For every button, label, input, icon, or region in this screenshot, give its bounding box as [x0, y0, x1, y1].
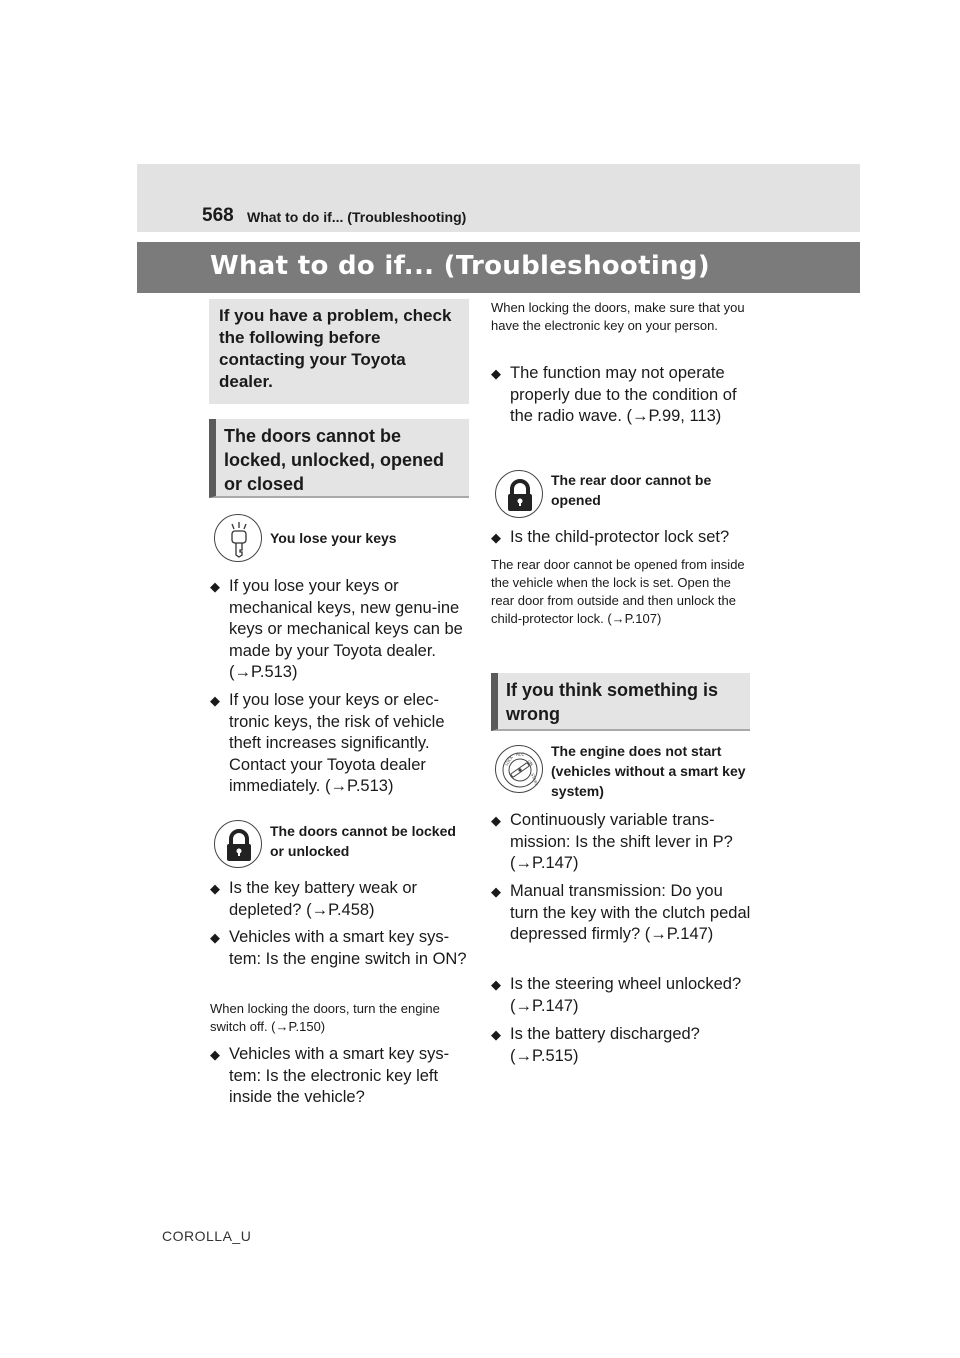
running-title: What to do if... (Troubleshooting) — [247, 209, 467, 225]
padlock-icon — [214, 820, 262, 868]
note-text: When locking the doors, make sure that you have the electronic key on your person. — [491, 300, 745, 333]
list-item: ◆ Is the steering wheel unlocked? (→P.147) — [491, 974, 751, 1017]
intro-box: If you have a problem, check the following before contacting your Toyota dealer. — [209, 299, 469, 404]
list-item: ◆ The function may not operate properly due to the condition of the radio wave. (→P.99, 113) — [491, 363, 751, 428]
sub-heading-lock-unlock — [214, 820, 469, 872]
section-heading-wrong: If you think something is wrong — [491, 673, 750, 731]
key-icon — [214, 514, 262, 562]
header-band — [137, 164, 860, 232]
title-bar — [137, 242, 860, 293]
footer-code: COROLLA_U — [162, 1228, 252, 1244]
sub-heading-engine — [495, 745, 750, 805]
list-item: ◆ Continuously variable trans-mission: Is the shift lever in P? (→P.147) — [491, 810, 751, 875]
list-item: ◆ If you lose your keys or elec-tronic keys, the risk of vehicle theft increases significantly. Contact your Toyota dealer immediately. (→P.513) — [210, 690, 470, 798]
list-item: ◆ Is the battery discharged? (→P.515) — [491, 1024, 751, 1067]
list-item: ◆ If you lose your keys or mechanical keys, new genu-ine keys or mechanical keys can be made by your Toyota dealer. (→P.513) — [210, 576, 470, 684]
list-item: ◆ Manual transmission: Do you turn the key with the clutch pedal depressed firmly? (→P.147) — [491, 881, 751, 946]
svg-text:LOCK: LOCK — [503, 754, 514, 767]
sub-heading-label: The rear door cannot be opened — [551, 472, 712, 508]
list-item: ◆ Vehicles with a smart key sys-tem: Is the electronic key left inside the vehicle? — [210, 1044, 470, 1109]
svg-text:START: START — [530, 772, 539, 786]
list-item: ◆ Is the key battery weak or depleted? (→P.458) — [210, 878, 470, 921]
svg-text:ACC: ACC — [516, 752, 525, 757]
sub-heading-lost-keys — [214, 514, 469, 566]
list-item: ◆ Is the child-protector lock set? — [491, 527, 756, 549]
note-text: When locking the doors, turn the engine switch off. (→P.150) — [210, 1001, 440, 1034]
page-number: 568 — [202, 205, 234, 226]
ignition-switch-icon — [495, 745, 543, 793]
page-title: What to do if... (Troubleshooting) — [210, 251, 710, 281]
section-heading-doors: The doors cannot be locked, unlocked, opened or closed — [209, 419, 469, 498]
padlock-icon — [495, 470, 543, 518]
sub-heading-label: You lose your keys — [270, 530, 397, 546]
sub-heading-label: The doors cannot be locked or unlocked — [270, 823, 456, 859]
svg-text:ON: ON — [526, 758, 535, 767]
sub-heading-label: The engine does not start (vehicles without a smart key system) — [551, 743, 746, 799]
list-item: ◆ Vehicles with a smart key sys-tem: Is the engine switch in ON? — [210, 927, 470, 970]
sub-heading-rear-door — [495, 470, 750, 522]
note-text: The rear door cannot be opened from inside the vehicle when the lock is set. Open the rear door from outside and then unlock the child-protector lock. (→P.107) — [491, 557, 745, 626]
